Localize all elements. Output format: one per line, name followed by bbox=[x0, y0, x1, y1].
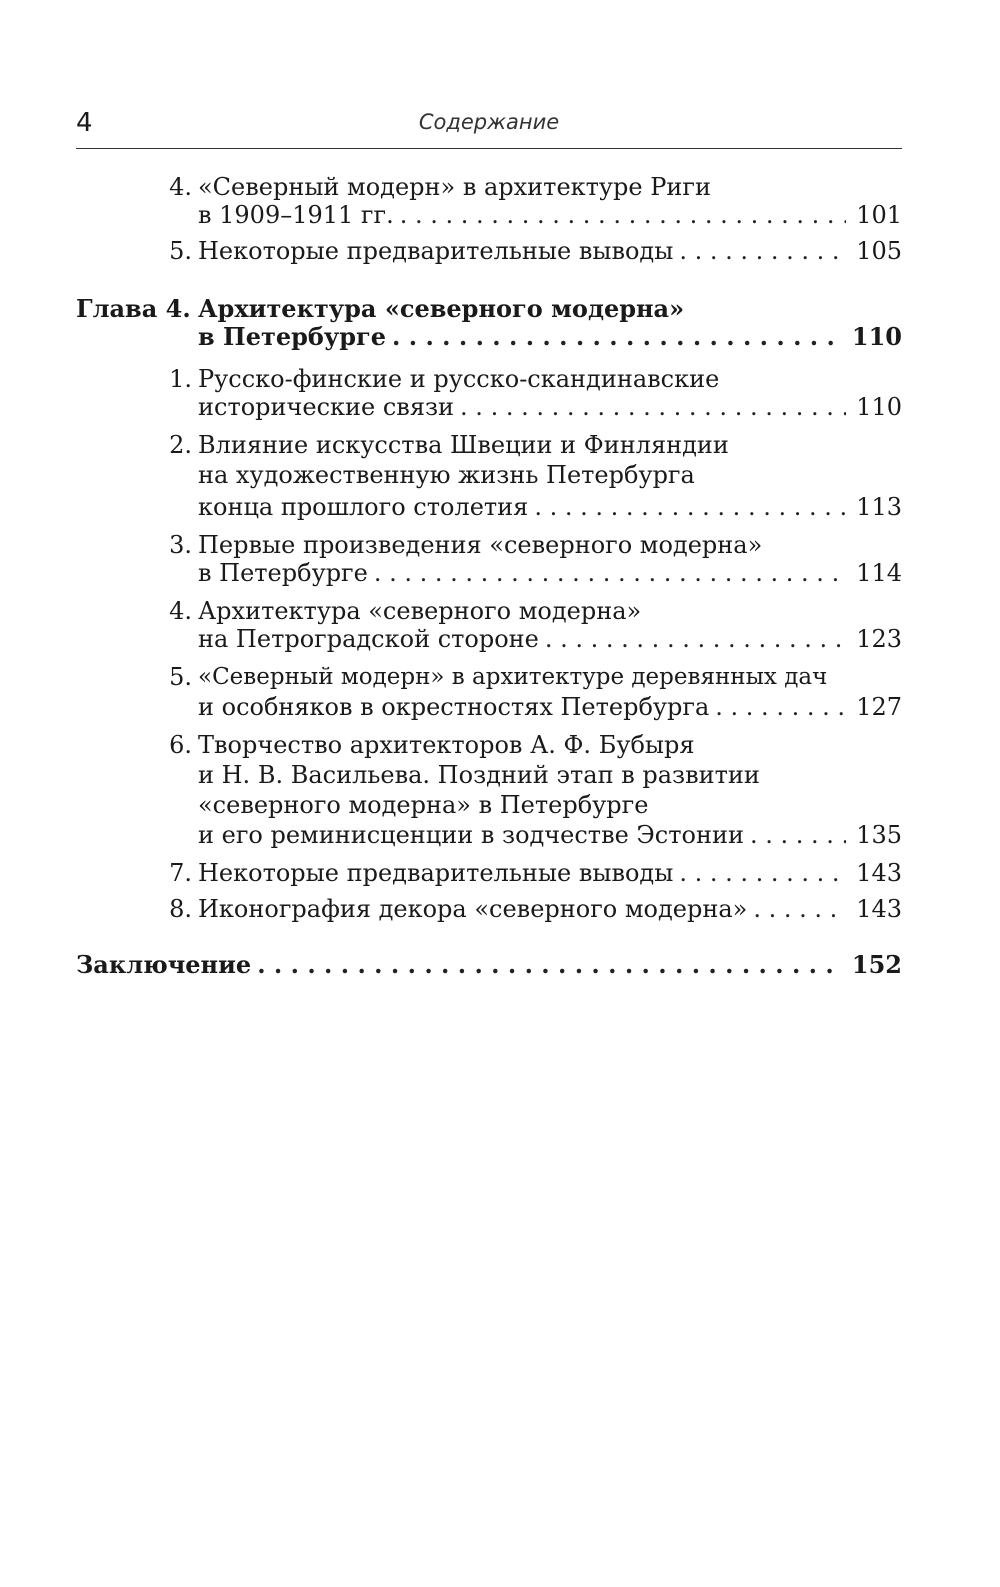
entry-title: и Н. В. Васильева. Поздний этап в развитии bbox=[198, 761, 760, 789]
toc-entry-line bbox=[76, 690, 902, 724]
page-header bbox=[76, 104, 902, 149]
toc-entry-line bbox=[76, 390, 902, 424]
toc-entry-line bbox=[76, 622, 902, 656]
entry-title: Первые произведения «северного модерна» bbox=[198, 531, 763, 559]
entry-title: «северного модерна» в Петербурге bbox=[198, 791, 649, 819]
entry-title: на художественную жизнь Петербурга bbox=[198, 461, 695, 489]
entry-number: 4. bbox=[169, 597, 192, 625]
dot-leader bbox=[534, 490, 846, 524]
entry-title: в Петербурге bbox=[198, 559, 368, 587]
dot-leader bbox=[545, 622, 846, 656]
entry-number: 5. bbox=[169, 663, 192, 691]
entry-number: 1. bbox=[169, 365, 192, 393]
dot-leader bbox=[715, 690, 846, 724]
entry-page: 135 bbox=[856, 821, 902, 849]
entry-page: 101 bbox=[856, 201, 902, 229]
entry-page: 105 bbox=[856, 237, 902, 265]
toc-entry-line bbox=[76, 818, 902, 852]
toc-entry-line bbox=[0, 788, 1000, 822]
toc-entry-line bbox=[0, 728, 1000, 762]
entry-number: 5. bbox=[169, 237, 192, 265]
entry-page: 123 bbox=[856, 625, 902, 653]
toc-entry-line bbox=[76, 556, 902, 590]
conclusion-title: Заключение bbox=[76, 950, 252, 979]
entry-title: конца прошлого столетия bbox=[198, 493, 529, 521]
chapter-page: 110 bbox=[851, 322, 902, 351]
entry-title: на Петроградской стороне bbox=[198, 625, 539, 653]
entry-title: Архитектура «северного модерна» bbox=[198, 597, 642, 625]
entry-page: 114 bbox=[856, 559, 902, 587]
toc-entry-line bbox=[0, 660, 1000, 694]
entry-title: Творчество архитекторов А. Ф. Бубыря bbox=[198, 731, 695, 759]
toc-entry-line bbox=[76, 234, 902, 268]
toc-entry-line bbox=[0, 758, 1000, 792]
entry-title: Некоторые предварительные выводы bbox=[198, 859, 674, 887]
entry-title: и его реминисценции в зодчестве Эстонии bbox=[198, 821, 744, 849]
entry-title: Иконография декора «северного модерна» bbox=[198, 895, 748, 923]
chapter-title: Архитектура «северного модерна» bbox=[198, 294, 685, 323]
entry-number: 4. bbox=[169, 173, 192, 201]
dot-leader bbox=[400, 198, 846, 232]
page-number: 4 bbox=[76, 108, 93, 138]
toc-entry-line bbox=[0, 428, 1000, 462]
dot-leader bbox=[374, 556, 846, 590]
entry-number: 8. bbox=[169, 895, 192, 923]
dot-leader bbox=[460, 390, 846, 424]
chapter-heading bbox=[76, 320, 902, 354]
entry-page: 143 bbox=[856, 895, 902, 923]
entry-page: 143 bbox=[856, 859, 902, 887]
dot-leader bbox=[392, 320, 842, 354]
chapter-title: в Петербурге bbox=[198, 322, 387, 351]
toc-entry-line bbox=[0, 458, 1000, 492]
entry-title: и особняков в окрестностях Петербурга bbox=[198, 693, 710, 721]
running-title: Содержание bbox=[418, 110, 560, 134]
dot-leader bbox=[679, 856, 846, 890]
entry-title: «Северный модерн» в архитектуре Риги bbox=[198, 173, 711, 201]
dot-leader bbox=[257, 948, 842, 982]
dot-leader bbox=[753, 892, 846, 926]
conclusion-page: 152 bbox=[851, 950, 902, 979]
toc-entry-line bbox=[76, 490, 902, 524]
entry-number: 7. bbox=[169, 859, 192, 887]
conclusion-entry bbox=[76, 948, 902, 982]
entry-number: 2. bbox=[169, 431, 192, 459]
dot-leader bbox=[750, 818, 846, 852]
chapter-label: Глава 4. bbox=[76, 294, 191, 323]
entry-title: Русско-финские и русско-скандинавские bbox=[198, 365, 720, 393]
entry-title: Некоторые предварительные выводы bbox=[198, 237, 674, 265]
entry-number: 3. bbox=[169, 531, 192, 559]
entry-title: Влияние искусства Швеции и Финляндии bbox=[198, 431, 729, 459]
toc-entry-line bbox=[76, 856, 902, 890]
toc-entry-line bbox=[76, 198, 902, 232]
toc-entry-line bbox=[76, 892, 902, 926]
entry-page: 127 bbox=[856, 693, 902, 721]
entry-number: 6. bbox=[169, 731, 192, 759]
entry-title: исторические связи bbox=[198, 393, 455, 421]
entry-page: 110 bbox=[856, 393, 902, 421]
dot-leader bbox=[679, 234, 846, 268]
entry-title: в 1909–1911 гг. bbox=[198, 201, 394, 229]
entry-title: «Северный модерн» в архитектуре деревянных дач bbox=[198, 664, 828, 690]
entry-page: 113 bbox=[856, 493, 902, 521]
